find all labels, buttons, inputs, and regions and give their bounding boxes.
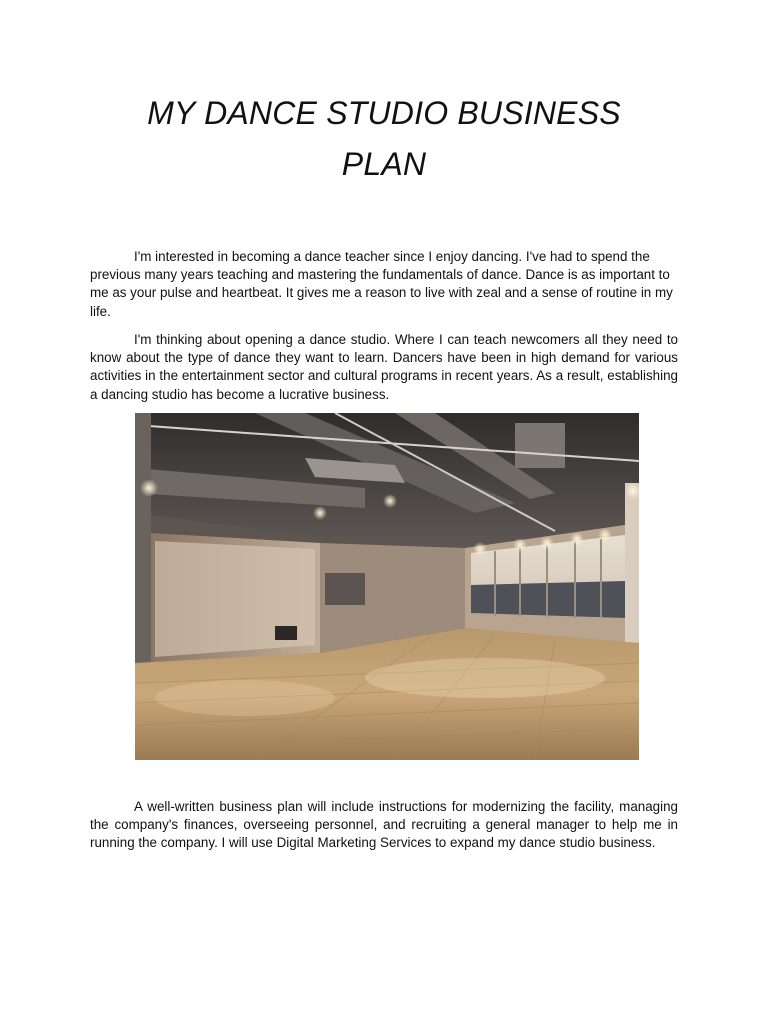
document-title <box>90 88 678 190</box>
paragraph-studio-plan: I'm thinking about opening a dance studio. Where I can teach newcomers all they need to know about the type of dance they want to learn. Dancers have been in high demand for various activities in the entertainment sector and cultural programs in recent years. As a result, establishing a dancing studio has become a lucrative business. <box>90 332 678 402</box>
paragraph-intro: I'm interested in becoming a dance teacher since I enjoy dancing. I've had to spend the previous many years teaching and mastering the fundamentals of dance. Dance is as important to me as your pulse and heartbeat. It gives me a reason to live with zeal and a sense of routine in my life. <box>90 249 673 319</box>
dance-studio-photo <box>135 413 639 760</box>
title-line-2: PLAN <box>341 146 427 182</box>
paragraph-business-plan: A well-written business plan will include instructions for modernizing the facility, managing the company's finances, overseeing personnel, and recruiting a general manager to help me in running the company. I will use Digital Marketing Services to expand my dance studio business. <box>90 799 678 851</box>
title-line-1: MY DANCE STUDIO BUSINESS <box>147 95 621 131</box>
